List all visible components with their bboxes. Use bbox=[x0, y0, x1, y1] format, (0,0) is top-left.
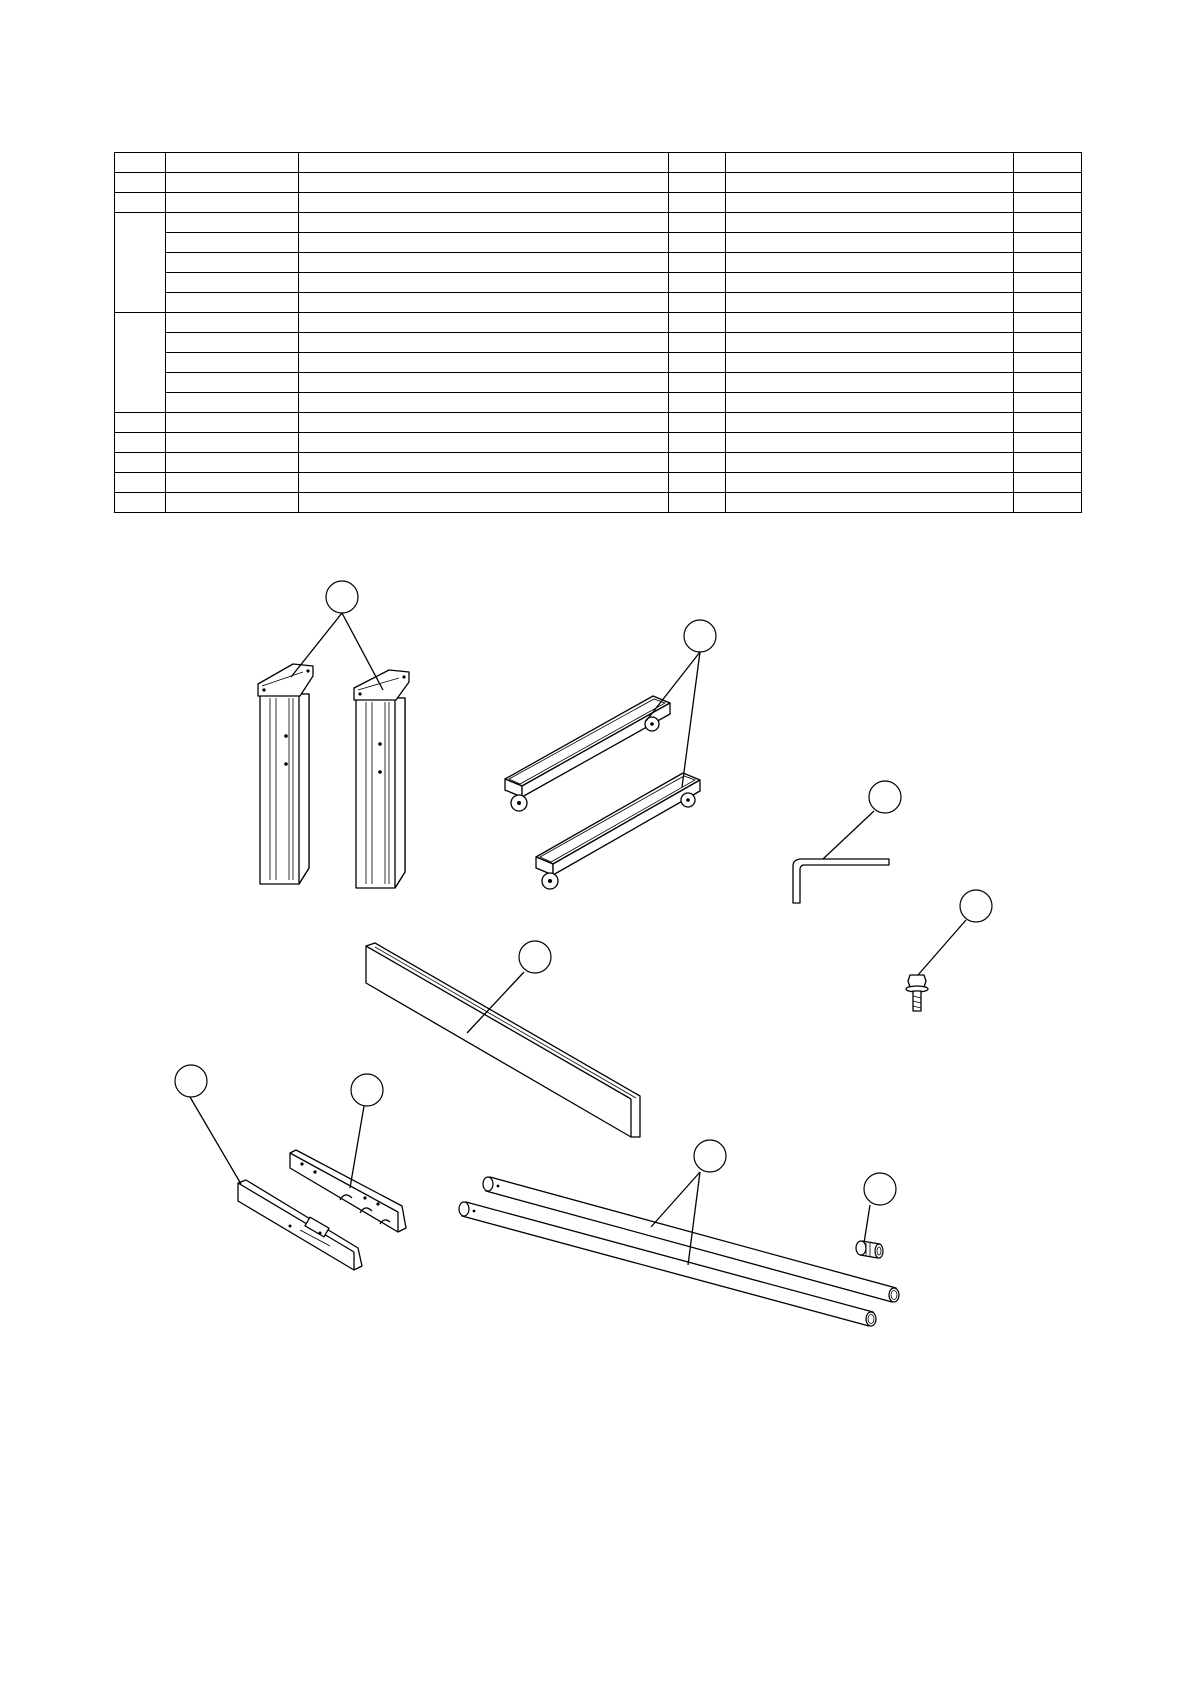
caster-foot-back bbox=[505, 696, 670, 811]
callout-caster-foot bbox=[684, 620, 716, 652]
flange-bolt bbox=[906, 975, 928, 1011]
tube-connector bbox=[856, 1241, 883, 1258]
callout-upright-column bbox=[326, 581, 358, 613]
callout-flange-bolt bbox=[960, 890, 992, 922]
cross-board bbox=[366, 943, 640, 1137]
callout-bracket-right bbox=[351, 1074, 383, 1106]
round-tube-front bbox=[459, 1202, 876, 1326]
callout-cross-board bbox=[519, 941, 551, 973]
callout-bracket-left bbox=[175, 1065, 207, 1097]
callout-round-tube bbox=[694, 1140, 726, 1172]
callout-tube-connector bbox=[864, 1173, 896, 1205]
upright-column-right bbox=[354, 670, 409, 888]
callout-hex-key bbox=[869, 781, 901, 813]
upright-column-left bbox=[258, 664, 313, 884]
caster-foot-front bbox=[536, 773, 700, 889]
hex-key bbox=[793, 859, 889, 903]
